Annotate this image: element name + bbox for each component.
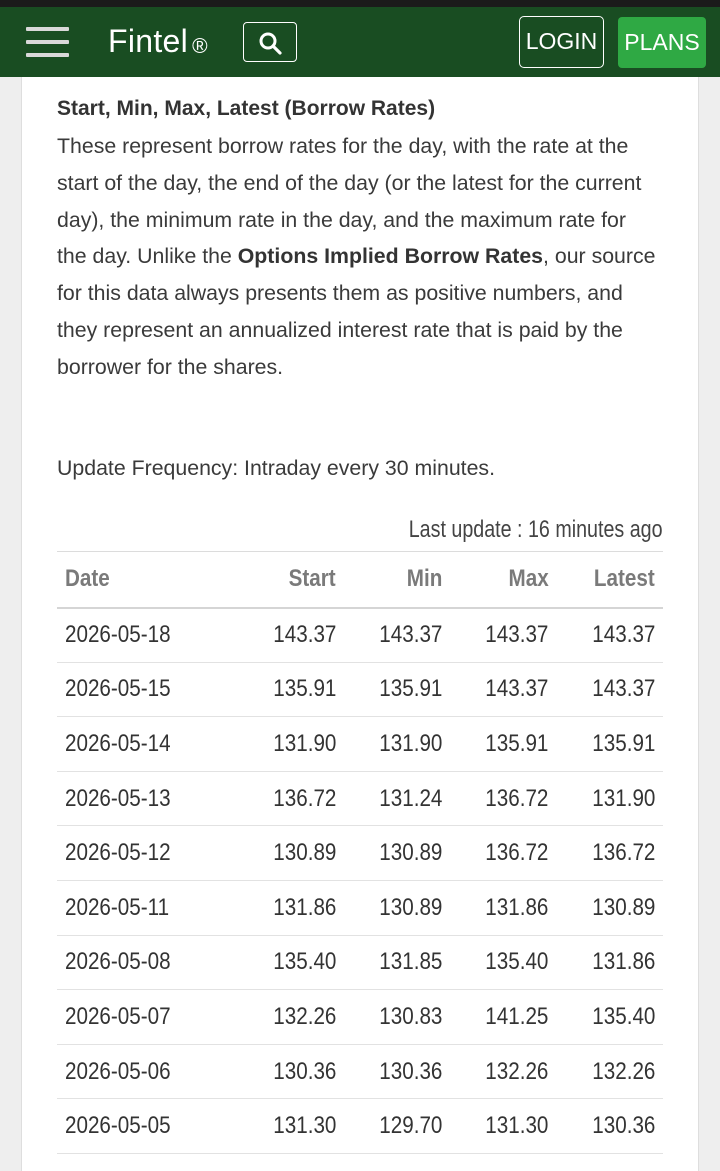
cell-start: 131.30 <box>272 1112 336 1140</box>
cell-start: 131.90 <box>272 729 336 757</box>
table-row <box>57 935 663 990</box>
brand-logo[interactable] <box>108 21 208 61</box>
cell-min: 131.24 <box>379 784 443 812</box>
cell-latest: 132.26 <box>591 1057 655 1085</box>
cell-date: 2026-05-18 <box>65 621 171 649</box>
cell-start: 143.37 <box>272 621 336 649</box>
cell-min: 131.85 <box>379 948 443 976</box>
status-bar <box>0 0 720 7</box>
borrow-rates-table <box>57 551 663 1154</box>
cell-max: 136.72 <box>485 839 549 867</box>
cell-latest: 136.72 <box>591 839 655 867</box>
cell-min: 129.70 <box>379 1112 443 1140</box>
cell-min: 130.83 <box>379 1002 443 1030</box>
cell-latest: 143.37 <box>591 621 655 649</box>
cell-latest: 131.86 <box>591 948 655 976</box>
cell-start: 130.89 <box>272 839 336 867</box>
cell-latest: 130.89 <box>591 893 655 921</box>
login-button[interactable]: LOGIN <box>519 16 604 68</box>
cell-max: 135.91 <box>485 729 549 757</box>
cell-latest: 143.37 <box>591 675 655 703</box>
table-row <box>57 662 663 717</box>
cell-min: 131.90 <box>379 729 443 757</box>
cell-latest: 135.91 <box>591 729 655 757</box>
description-text: These represent borrow rates for the day, with the rate at the start of the day, the end of the day (or the latest for the current day), the minimum rate in the day, and the maximum rate for the day. Unlike the <box>57 134 642 269</box>
cell-date: 2026-05-05 <box>65 1112 171 1140</box>
options-implied-link-text: Options Implied Borrow Rates <box>237 244 544 269</box>
table-row <box>57 826 663 881</box>
cell-start: 130.36 <box>272 1057 336 1085</box>
cell-latest: 135.40 <box>591 1002 655 1030</box>
cell-max: 141.25 <box>485 1002 549 1030</box>
cell-max: 143.37 <box>485 675 549 703</box>
cell-min: 130.89 <box>379 893 443 921</box>
cell-max: 143.37 <box>485 621 549 649</box>
table-row <box>57 608 663 663</box>
column-header-min[interactable]: Min <box>406 565 443 593</box>
cell-min: 130.89 <box>379 839 443 867</box>
column-header-max[interactable]: Max <box>508 565 549 593</box>
cell-start: 132.26 <box>272 1002 336 1030</box>
search-icon <box>258 31 282 55</box>
cell-date: 2026-05-07 <box>65 1002 171 1030</box>
cell-date: 2026-05-13 <box>65 784 171 812</box>
table-row <box>57 880 663 935</box>
cell-max: 131.86 <box>485 893 549 921</box>
cell-latest: 131.90 <box>591 784 655 812</box>
cell-date: 2026-05-14 <box>65 729 171 757</box>
cell-max: 131.30 <box>485 1112 549 1140</box>
section-title: Start, Min, Max, Latest (Borrow Rates) <box>57 97 436 120</box>
table-row <box>57 771 663 826</box>
brand-name: Fintel <box>108 23 189 59</box>
description-text-cont: , our source for this data always presents them as positive numbers, and they represent an annualized interest rate that is paid by the borrower for the shares. <box>57 244 656 379</box>
cell-start: 135.91 <box>272 675 336 703</box>
cell-date: 2026-05-06 <box>65 1057 171 1085</box>
column-header-latest[interactable]: Latest <box>594 565 655 593</box>
table-row <box>57 1044 663 1099</box>
update-frequency: Update Frequency: Intraday every 30 minutes. <box>57 456 496 480</box>
table-row <box>57 990 663 1045</box>
section-description <box>57 128 657 386</box>
cell-max: 135.40 <box>485 948 549 976</box>
cell-min: 130.36 <box>379 1057 443 1085</box>
cell-latest: 130.36 <box>591 1112 655 1140</box>
column-header-date[interactable]: Date <box>65 565 110 593</box>
cell-start: 131.86 <box>272 893 336 921</box>
cell-min: 143.37 <box>379 621 443 649</box>
cell-date: 2026-05-12 <box>65 839 171 867</box>
search-button[interactable] <box>243 22 297 62</box>
cell-start: 136.72 <box>272 784 336 812</box>
cell-date: 2026-05-11 <box>65 893 170 921</box>
cell-date: 2026-05-15 <box>65 675 171 703</box>
table-header-row <box>57 552 663 608</box>
menu-icon[interactable] <box>26 27 70 59</box>
cell-start: 135.40 <box>272 948 336 976</box>
cell-max: 136.72 <box>485 784 549 812</box>
cell-date: 2026-05-08 <box>65 948 171 976</box>
plans-button[interactable]: PLANS <box>618 17 706 68</box>
top-navbar <box>0 7 720 77</box>
table-row <box>57 717 663 772</box>
cell-min: 135.91 <box>379 675 443 703</box>
table-row <box>57 1099 663 1154</box>
column-header-start[interactable]: Start <box>288 565 336 593</box>
cell-max: 132.26 <box>485 1057 549 1085</box>
last-update-label: Last update : 16 minutes ago <box>409 516 663 543</box>
registered-mark: ® <box>192 35 208 58</box>
